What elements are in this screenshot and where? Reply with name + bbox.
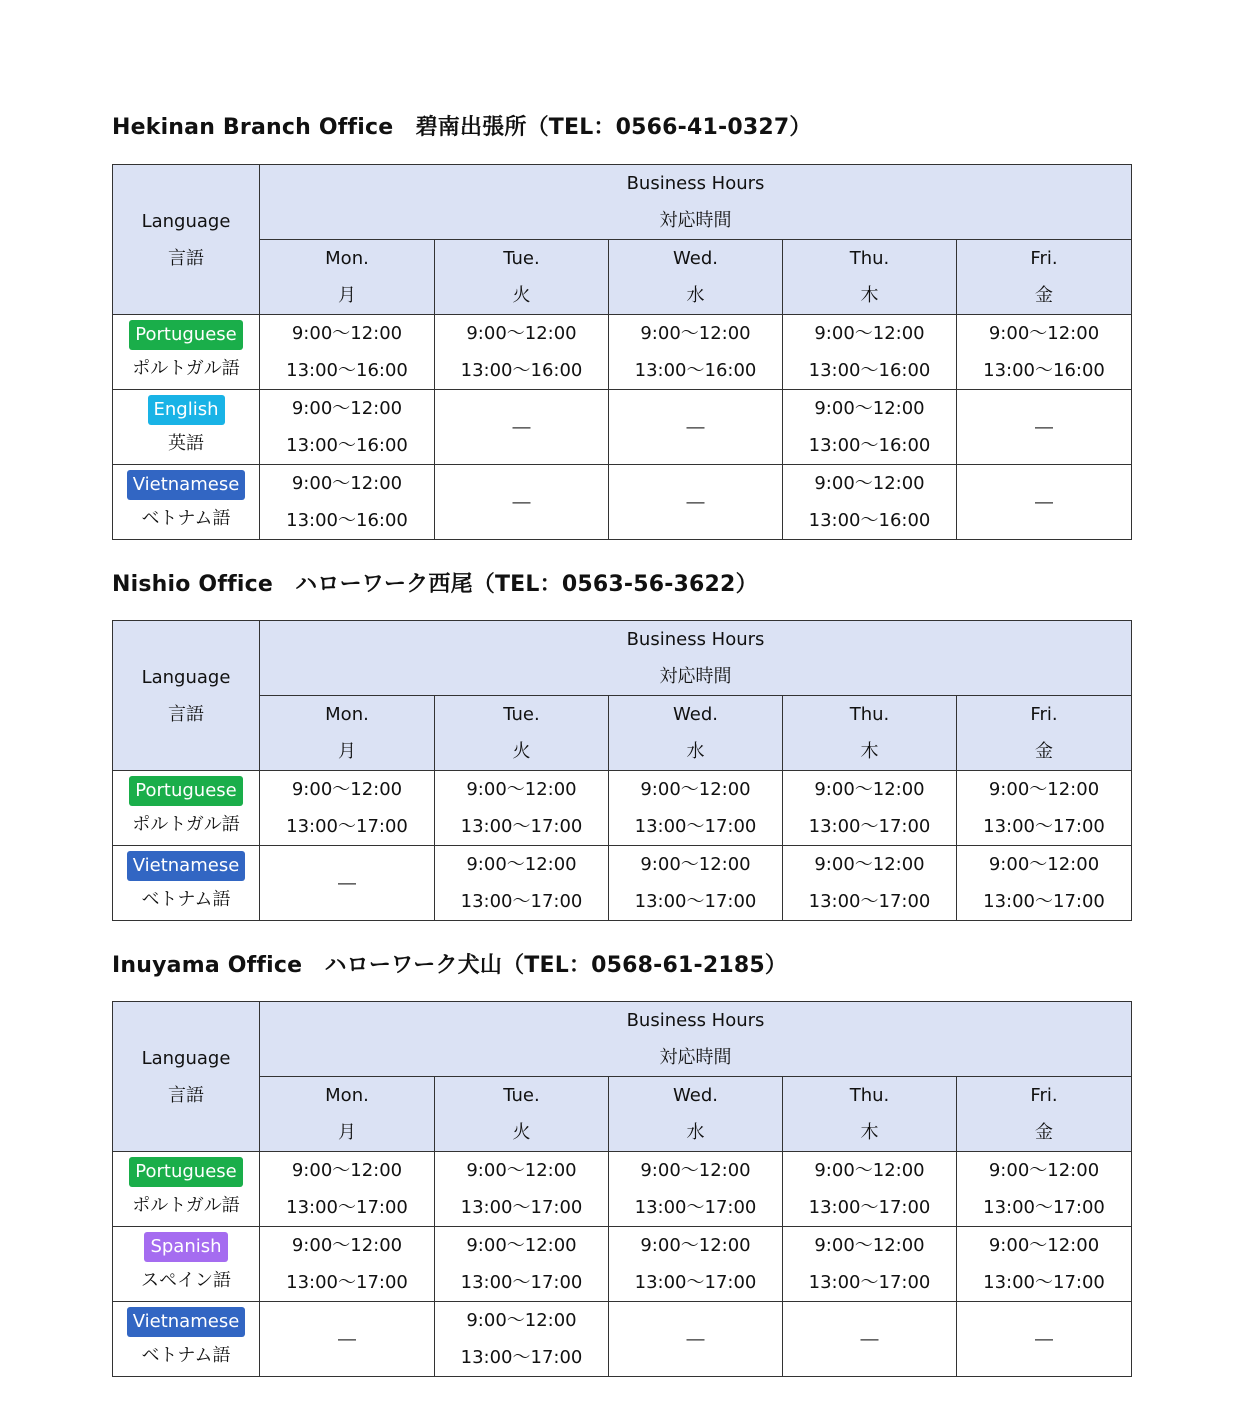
hours-text: 13:00～16:00	[286, 510, 408, 531]
schedule-table	[112, 620, 1132, 921]
day-header	[957, 696, 1132, 771]
hours-cell	[957, 465, 1132, 540]
day-label: Fri.	[1030, 248, 1058, 269]
language-name-jp: スペイン語	[141, 1270, 231, 1291]
day-label: Tue.	[503, 1085, 540, 1106]
hours-cell	[260, 1152, 435, 1227]
hours-text: 9:00～12:00	[988, 1160, 1100, 1181]
language-badge: English	[148, 395, 225, 425]
day-label-jp: 月	[338, 285, 356, 306]
day-label-jp: 火	[512, 285, 531, 306]
language-name-jp: ポルトガル語	[132, 814, 240, 835]
office-title: Inuyama Office ハローワーク犬山（TEL：0568-61-2185）	[112, 953, 788, 978]
day-header-row	[113, 696, 1132, 771]
day-label-jp: 水	[686, 741, 705, 762]
hours-text: 9:00～12:00	[814, 398, 925, 419]
language-cell	[113, 1302, 260, 1377]
day-label: Thu.	[849, 248, 890, 269]
hours-cell	[609, 846, 783, 921]
hours-text: 13:00～17:00	[983, 816, 1105, 837]
hours-text: 13:00～16:00	[983, 360, 1105, 381]
day-label-jp: 木	[860, 285, 879, 306]
schedule-table	[112, 164, 1132, 540]
day-label-jp: 水	[686, 285, 705, 306]
day-label-jp: 木	[860, 1122, 879, 1143]
hours-text: 9:00～12:00	[814, 854, 925, 875]
hours-text: 9:00～12:00	[291, 398, 403, 419]
language-name-jp: ベトナム語	[141, 1345, 231, 1366]
hours-text: 9:00～12:00	[640, 779, 751, 800]
day-label-jp: 金	[1035, 1122, 1053, 1143]
language-name-jp: ポルトガル語	[132, 358, 240, 379]
hours-text: 9:00～12:00	[291, 323, 403, 344]
hours-cell	[260, 1227, 435, 1302]
hours-cell	[957, 846, 1132, 921]
language-cell	[113, 1227, 260, 1302]
hours-cell	[435, 1227, 609, 1302]
hours-text: 9:00～12:00	[291, 1160, 403, 1181]
not-available-dash: ―	[1035, 1328, 1053, 1350]
day-header	[609, 1077, 783, 1152]
hours-text: 9:00～12:00	[988, 1235, 1100, 1256]
hours-text: 9:00～12:00	[988, 779, 1100, 800]
language-name-jp: 英語	[168, 433, 204, 454]
language-label-jp: 言語	[168, 703, 204, 725]
hours-text: 13:00～16:00	[460, 360, 583, 381]
language-label-jp: 言語	[168, 247, 204, 269]
hours-cell	[609, 771, 783, 846]
day-label: Wed.	[673, 1085, 718, 1106]
business-hours-label: Business Hours	[626, 173, 765, 194]
hours-text: 9:00～12:00	[988, 854, 1100, 875]
hours-text: 9:00～12:00	[814, 323, 925, 344]
table-row	[113, 846, 1132, 921]
table-row	[113, 1302, 1132, 1377]
business-hours-header	[260, 1002, 1132, 1077]
language-cell	[113, 1152, 260, 1227]
schedule-table	[112, 1001, 1132, 1377]
hours-text: 9:00～12:00	[640, 1235, 751, 1256]
hours-cell	[783, 846, 957, 921]
hours-cell	[260, 1302, 435, 1377]
hours-text: 9:00～12:00	[640, 1160, 751, 1181]
day-header	[260, 240, 435, 315]
language-label: Language	[141, 1047, 231, 1069]
hours-cell	[957, 390, 1132, 465]
day-label: Tue.	[503, 704, 540, 725]
hours-cell	[435, 846, 609, 921]
language-name-jp: ベトナム語	[141, 508, 231, 529]
day-label: Mon.	[325, 1085, 369, 1106]
day-label-jp: 木	[860, 741, 879, 762]
not-available-dash: ―	[860, 1328, 879, 1350]
language-badge: Vietnamese	[127, 470, 246, 500]
language-cell	[113, 465, 260, 540]
language-header	[113, 165, 260, 315]
language-badge-wrap	[113, 849, 259, 883]
hours-cell	[609, 1227, 783, 1302]
language-badge: Portuguese	[129, 1157, 242, 1187]
language-name-jp: ポルトガル語	[132, 1195, 240, 1216]
business-hours-header	[260, 621, 1132, 696]
language-badge: Vietnamese	[127, 1307, 246, 1337]
hours-text: 9:00～12:00	[466, 1160, 577, 1181]
hours-text: 13:00～17:00	[634, 891, 757, 912]
language-badge-wrap	[113, 774, 259, 808]
hours-cell	[783, 1227, 957, 1302]
language-badge-wrap	[113, 318, 259, 352]
language-header	[113, 1002, 260, 1152]
hours-text: 9:00～12:00	[466, 323, 577, 344]
hours-cell	[260, 390, 435, 465]
day-header	[609, 240, 783, 315]
hours-text: 9:00～12:00	[988, 323, 1100, 344]
day-header	[957, 240, 1132, 315]
hours-cell	[609, 465, 783, 540]
hours-cell	[783, 315, 957, 390]
hours-text: 13:00～17:00	[983, 1197, 1105, 1218]
hours-text: 9:00～12:00	[466, 1235, 577, 1256]
day-label-jp: 月	[338, 741, 356, 762]
hours-text: 13:00～16:00	[286, 435, 408, 456]
hours-cell	[435, 1302, 609, 1377]
hours-cell	[783, 1302, 957, 1377]
header-row	[113, 1002, 1132, 1077]
hours-text: 9:00～12:00	[291, 473, 403, 494]
business-hours-label-jp: 対応時間	[659, 210, 732, 231]
table-row	[113, 771, 1132, 846]
language-badge-wrap	[113, 468, 259, 502]
hours-text: 13:00～16:00	[286, 360, 408, 381]
day-label: Thu.	[849, 1085, 890, 1106]
hours-cell	[957, 771, 1132, 846]
hours-text: 9:00～12:00	[466, 1310, 577, 1331]
day-label: Thu.	[849, 704, 890, 725]
day-label: Wed.	[673, 704, 718, 725]
header-row	[113, 165, 1132, 240]
table-row	[113, 315, 1132, 390]
hours-text: 13:00～17:00	[460, 1347, 583, 1368]
day-header	[435, 1077, 609, 1152]
table-row	[113, 465, 1132, 540]
not-available-dash: ―	[338, 1328, 356, 1350]
language-cell	[113, 315, 260, 390]
office-title: Hekinan Branch Office 碧南出張所（TEL：0566-41-0327）	[112, 115, 812, 140]
hours-cell	[957, 315, 1132, 390]
day-header	[435, 696, 609, 771]
day-label-jp: 水	[686, 1122, 705, 1143]
business-hours-label-jp: 対応時間	[659, 1047, 732, 1068]
not-available-dash: ―	[338, 872, 356, 894]
hours-text: 9:00～12:00	[814, 473, 925, 494]
hours-cell	[260, 846, 435, 921]
hours-cell	[435, 771, 609, 846]
hours-cell	[783, 390, 957, 465]
office-title: Nishio Office ハローワーク西尾（TEL：0563-56-3622）	[112, 572, 758, 597]
hours-text: 13:00～17:00	[983, 1272, 1105, 1293]
not-available-dash: ―	[686, 416, 705, 438]
day-label: Fri.	[1030, 704, 1058, 725]
table-row	[113, 1227, 1132, 1302]
hours-cell	[783, 771, 957, 846]
language-header	[113, 621, 260, 771]
hours-text: 13:00～17:00	[808, 891, 931, 912]
not-available-dash: ―	[1035, 491, 1053, 513]
language-label: Language	[141, 210, 231, 232]
day-header-row	[113, 1077, 1132, 1152]
hours-text: 9:00～12:00	[814, 1235, 925, 1256]
hours-text: 9:00～12:00	[640, 854, 751, 875]
day-header	[783, 240, 957, 315]
table-row	[113, 390, 1132, 465]
not-available-dash: ―	[686, 1328, 705, 1350]
hours-text: 13:00～17:00	[460, 1197, 583, 1218]
hours-text: 9:00～12:00	[291, 1235, 403, 1256]
language-badge: Vietnamese	[127, 851, 246, 881]
day-header-row	[113, 240, 1132, 315]
day-label-jp: 火	[512, 741, 531, 762]
hours-cell	[957, 1302, 1132, 1377]
hours-text: 13:00～16:00	[808, 435, 931, 456]
day-label: Fri.	[1030, 1085, 1058, 1106]
day-header	[260, 696, 435, 771]
not-available-dash: ―	[1035, 416, 1053, 438]
language-badge: Portuguese	[129, 320, 242, 350]
hours-text: 9:00～12:00	[291, 779, 403, 800]
day-label-jp: 月	[338, 1122, 356, 1143]
business-hours-label: Business Hours	[626, 629, 765, 650]
day-header	[957, 1077, 1132, 1152]
hours-cell	[435, 465, 609, 540]
day-header	[609, 696, 783, 771]
table-row	[113, 1152, 1132, 1227]
hours-text: 13:00～16:00	[808, 510, 931, 531]
hours-cell	[609, 315, 783, 390]
hours-text: 13:00～17:00	[634, 1272, 757, 1293]
not-available-dash: ―	[512, 416, 531, 438]
day-header	[260, 1077, 435, 1152]
hours-cell	[435, 315, 609, 390]
hours-text: 13:00～17:00	[460, 891, 583, 912]
language-badge-wrap	[113, 1155, 259, 1189]
hours-text: 9:00～12:00	[640, 323, 751, 344]
business-hours-label-jp: 対応時間	[659, 666, 732, 687]
hours-text: 9:00～12:00	[466, 854, 577, 875]
language-label-jp: 言語	[168, 1084, 204, 1106]
hours-cell	[957, 1152, 1132, 1227]
hours-text: 9:00～12:00	[814, 1160, 925, 1181]
business-hours-header	[260, 165, 1132, 240]
not-available-dash: ―	[686, 491, 705, 513]
language-badge: Portuguese	[129, 776, 242, 806]
hours-cell	[435, 390, 609, 465]
language-name-jp: ベトナム語	[141, 889, 231, 910]
hours-text: 13:00～17:00	[808, 816, 931, 837]
hours-cell	[260, 465, 435, 540]
header-row	[113, 621, 1132, 696]
day-header	[435, 240, 609, 315]
language-cell	[113, 846, 260, 921]
language-badge-wrap	[113, 1305, 259, 1339]
hours-cell	[609, 1302, 783, 1377]
hours-text: 13:00～17:00	[808, 1197, 931, 1218]
day-label-jp: 金	[1035, 741, 1053, 762]
language-badge: Spanish	[144, 1232, 227, 1262]
hours-text: 13:00～17:00	[460, 816, 583, 837]
hours-text: 13:00～16:00	[634, 360, 757, 381]
hours-cell	[783, 465, 957, 540]
day-label: Tue.	[503, 248, 540, 269]
day-label-jp: 火	[512, 1122, 531, 1143]
hours-text: 13:00～17:00	[634, 1197, 757, 1218]
hours-text: 13:00～17:00	[460, 1272, 583, 1293]
hours-text: 13:00～17:00	[286, 816, 408, 837]
not-available-dash: ―	[512, 491, 531, 513]
business-hours-label: Business Hours	[626, 1010, 765, 1031]
hours-cell	[260, 771, 435, 846]
hours-cell	[609, 1152, 783, 1227]
hours-text: 9:00～12:00	[466, 779, 577, 800]
language-label: Language	[141, 666, 231, 688]
language-cell	[113, 771, 260, 846]
day-label: Wed.	[673, 248, 718, 269]
hours-text: 13:00～17:00	[286, 1272, 408, 1293]
hours-text: 13:00～17:00	[634, 816, 757, 837]
language-badge-wrap	[113, 1230, 259, 1264]
day-header	[783, 696, 957, 771]
hours-cell	[609, 390, 783, 465]
day-label-jp: 金	[1035, 285, 1053, 306]
hours-cell	[260, 315, 435, 390]
day-header	[783, 1077, 957, 1152]
day-label: Mon.	[325, 248, 369, 269]
hours-text: 13:00～17:00	[808, 1272, 931, 1293]
hours-cell	[435, 1152, 609, 1227]
hours-text: 13:00～17:00	[983, 891, 1105, 912]
day-label: Mon.	[325, 704, 369, 725]
hours-text: 13:00～16:00	[808, 360, 931, 381]
hours-cell	[783, 1152, 957, 1227]
hours-text: 9:00～12:00	[814, 779, 925, 800]
hours-text: 13:00～17:00	[286, 1197, 408, 1218]
language-cell	[113, 390, 260, 465]
hours-cell	[957, 1227, 1132, 1302]
language-badge-wrap	[113, 393, 259, 427]
